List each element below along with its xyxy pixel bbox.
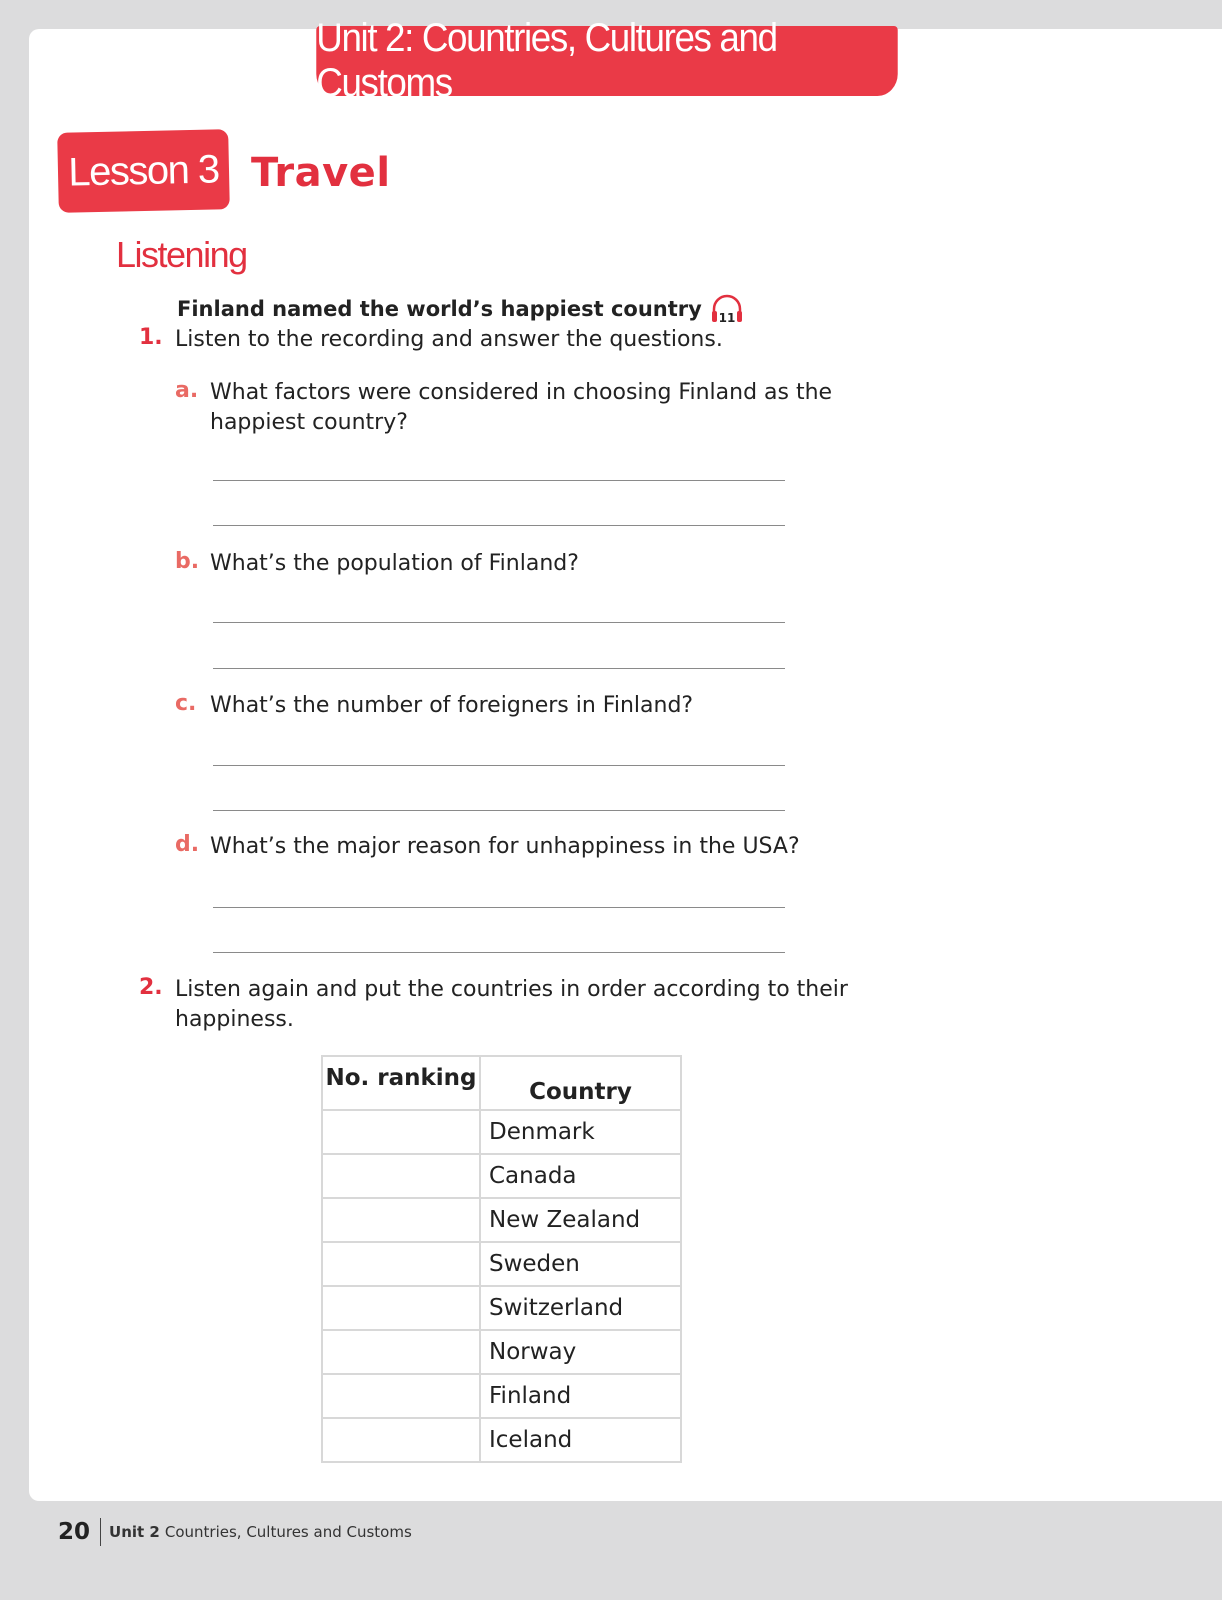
table-row xyxy=(322,1286,681,1330)
footer-divider xyxy=(100,1518,101,1546)
table-row xyxy=(322,1198,681,1242)
table-row xyxy=(322,1374,681,1418)
country-cell: Iceland xyxy=(480,1418,681,1462)
page-number: 20 xyxy=(58,1519,91,1545)
table-row xyxy=(322,1154,681,1198)
exercise-1-instruction: Listen to the recording and answer the questions. xyxy=(175,327,723,352)
unit-banner-text: Unit 2: Countries, Cultures and Customs xyxy=(316,16,777,105)
lesson-title: Travel xyxy=(251,150,391,196)
exercise-2-number: 2. xyxy=(139,975,163,1000)
answer-line-b2[interactable] xyxy=(213,668,785,669)
header-ranking: No. ranking xyxy=(322,1056,480,1110)
table-row xyxy=(322,1110,681,1154)
question-b-letter: b. xyxy=(175,549,200,574)
ranking-cell[interactable] xyxy=(322,1418,480,1462)
table-row xyxy=(322,1242,681,1286)
table-row xyxy=(322,1330,681,1374)
answer-line-a2[interactable] xyxy=(213,525,785,526)
country-cell: New Zealand xyxy=(480,1198,681,1242)
question-b-text: What’s the population of Finland? xyxy=(210,551,579,576)
question-a-text-line1: What factors were considered in choosing Finland as the xyxy=(210,380,833,405)
lesson-badge-text: Lesson 3 xyxy=(67,146,220,195)
answer-line-d2[interactable] xyxy=(213,952,785,953)
exercise-1-number: 1. xyxy=(139,325,163,350)
country-cell: Canada xyxy=(480,1154,681,1198)
section-heading: Listening xyxy=(116,234,247,275)
answer-line-c1[interactable] xyxy=(213,765,785,766)
ranking-cell[interactable] xyxy=(322,1242,480,1286)
footer-unit-title: Countries, Cultures and Customs xyxy=(164,1523,412,1541)
country-cell: Sweden xyxy=(480,1242,681,1286)
question-a-text-line2: happiest country? xyxy=(210,410,408,435)
headphones-audio-icon[interactable] xyxy=(710,292,744,326)
ranking-cell[interactable] xyxy=(322,1330,480,1374)
ranking-table xyxy=(321,1055,682,1463)
answer-line-b1[interactable] xyxy=(213,622,785,623)
track-number: 11 xyxy=(718,311,736,325)
exercise-2-instruction-line2: happiness. xyxy=(175,1007,294,1032)
lesson-badge xyxy=(57,129,230,213)
question-d-letter: d. xyxy=(175,832,200,857)
table-row xyxy=(322,1418,681,1462)
question-a-letter: a. xyxy=(175,378,199,403)
page-footer xyxy=(58,1518,412,1546)
ranking-cell[interactable] xyxy=(322,1286,480,1330)
country-cell: Norway xyxy=(480,1330,681,1374)
header-country: Country xyxy=(480,1056,681,1110)
ranking-cell[interactable] xyxy=(322,1110,480,1154)
question-c-text: What’s the number of foreigners in Finland? xyxy=(210,693,694,718)
table-header-row xyxy=(322,1056,681,1110)
answer-line-c2[interactable] xyxy=(213,810,785,811)
question-d-text: What’s the major reason for unhappiness in the USA? xyxy=(210,834,800,859)
recording-title-text: Finland named the world’s happiest country xyxy=(177,297,702,321)
ranking-cell[interactable] xyxy=(322,1154,480,1198)
answer-line-a1[interactable] xyxy=(213,480,785,481)
recording-title xyxy=(177,292,744,326)
country-cell: Denmark xyxy=(480,1110,681,1154)
unit-banner xyxy=(316,16,897,105)
ranking-cell[interactable] xyxy=(322,1198,480,1242)
footer-unit-label: Unit 2 xyxy=(109,1523,160,1541)
answer-line-d1[interactable] xyxy=(213,907,785,908)
exercise-2-instruction-line1: Listen again and put the countries in order according to their xyxy=(175,977,848,1002)
question-c-letter: c. xyxy=(175,691,197,716)
ranking-cell[interactable] xyxy=(322,1374,480,1418)
country-cell: Switzerland xyxy=(480,1286,681,1330)
country-cell: Finland xyxy=(480,1374,681,1418)
